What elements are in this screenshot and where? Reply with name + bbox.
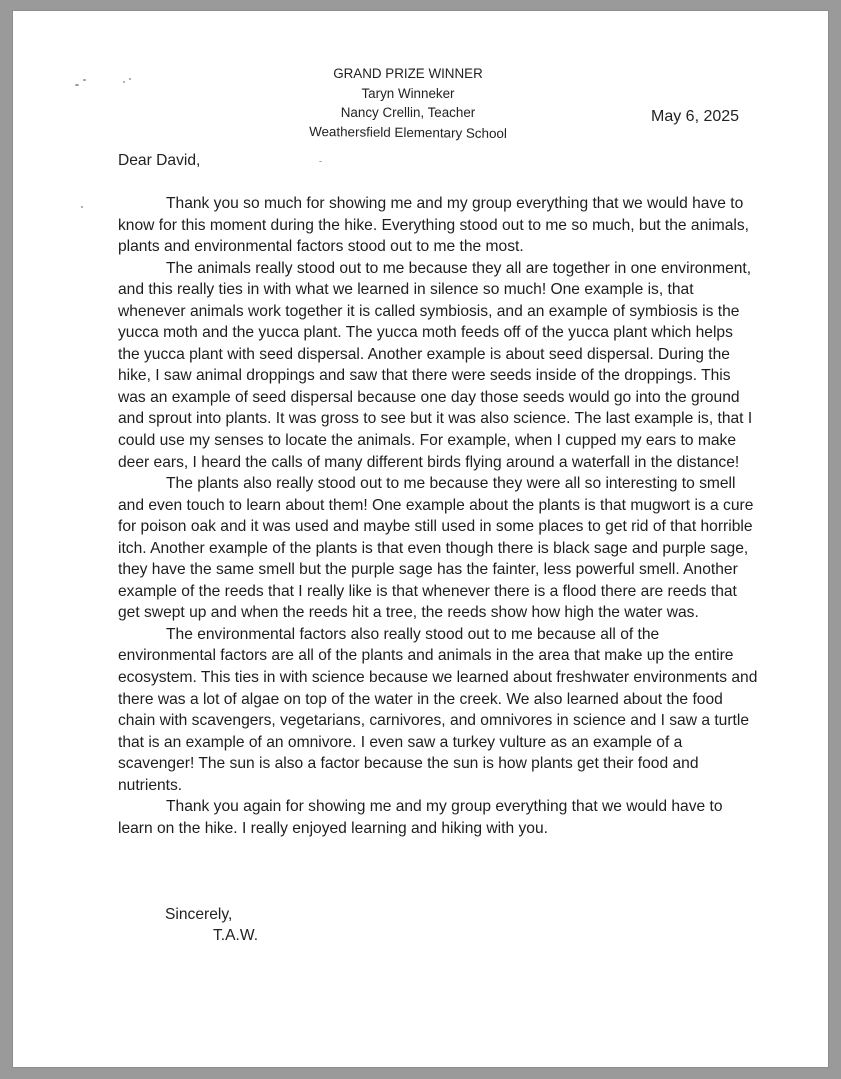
salutation: Dear David, [118,152,201,169]
letter-page [12,10,829,1068]
scan-speck [129,78,131,80]
teacher-name: Nancy Crellin, Teacher [340,105,476,120]
scan-speck [123,81,125,83]
body-paragraph: The animals really stood out to me because they all are together in one environment, and this really ties in with what we learned in silence so much! One example is, that whenever animals work together it is called symbiosis, and an example of symbiosis is the yucca moth and the yucca plant. The yucca moth feeds off of the yucca plant which helps the yucca plant with seed dispersal. Another example is about seed dispersal. During the hike, I saw animal droppings and saw that there were seeds inside of the droppings. This was an example of seed dispersal because one day those seeds would go into the ground and sprout into plants. It was gross to see but it was also science. The last example is, that I could use my senses to locate the animals. For example, when I cupped my ears to make deer ears, I heard the calls of many different birds flying around a waterfall in the distance! [118,259,753,471]
school-name: Weathersfield Elementary School [309,123,507,141]
signature: T.A.W. [213,927,259,944]
award-title: GRAND PRIZE WINNER [333,66,483,81]
student-name: Taryn Winneker [361,85,455,101]
scan-speck [83,79,86,81]
letter-header [283,64,533,142]
body-paragraph: The plants also really stood out to me because they were all so interesting to smell and even touch to learn about them! One example about the plants is that mugwort is a cure for poison oak and it was used and maybe still used in some places to get rid of that horrible itch. Another example of the plants is that even though there is black sage and purple sage, they have the same smell but the purple sage has the fainter, less powerful smell. Another example of the reeds that I really like is that whenever there is a flood there are reeds that get swept up and when the reeds hit a tree, the reeds show how high the water was. [118,475,754,622]
closing: Sincerely, [165,906,233,923]
scan-speck [81,206,83,208]
letter-body [118,193,758,839]
body-paragraph: Thank you so much for showing me and my group everything that we would have to know for this moment during the hike. Everything stood out to me so much, but the animals, plants and environmental factors stood out to me the most. [118,195,749,256]
letter-date: May 6, 2025 [651,108,740,125]
scan-speck [75,84,79,86]
scan-speck [319,161,322,162]
body-paragraph: The environmental factors also really stood out to me because all of the environmental factors are all of the plants and animals in the area that make up the entire ecosystem. This ties in with science because we learned about freshwater environments and there was a lot of algae on top of the water in the creek. We also learned about the food chain with scavengers, vegetarians, carnivores, and omnivores in science and I saw a turtle that is an example of an omnivore. I even saw a turkey vulture as an example of a scavenger! The sun is also a factor because the sun is how plants get their food and nutrients. [118,625,758,794]
body-paragraph: Thank you again for showing me and my group everything that we would have to learn on the hike. I really enjoyed learning and hiking with you. [118,798,723,837]
